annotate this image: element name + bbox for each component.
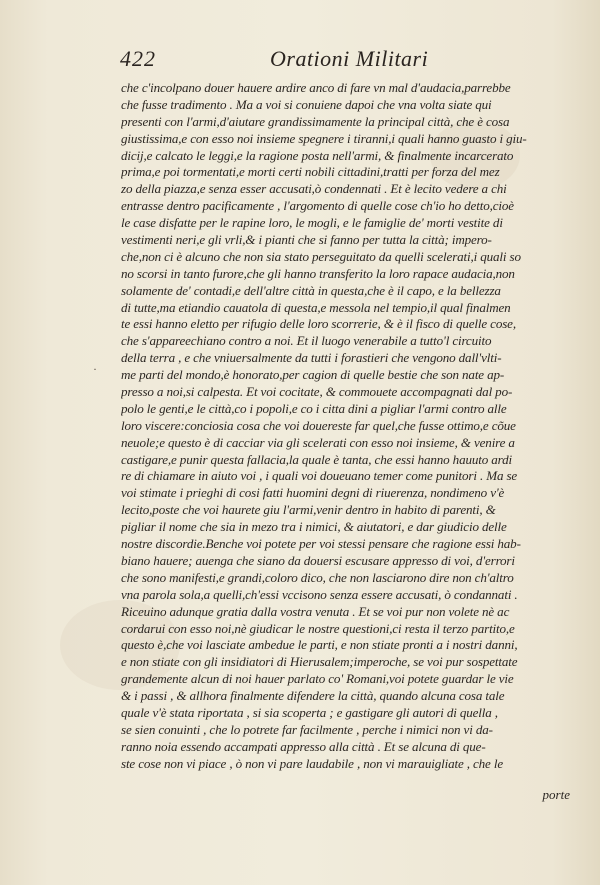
text-line: che fusse tradimento . Ma a voi si conuiene dapoi che vna volta siate qui [121, 96, 492, 112]
text-line: pigliar il nome che sia in mezo tra i nimici, & aiutatori, e dar giudicio delle [121, 519, 507, 535]
text-line: presso a noi,si calpesta. Et voi cocitate, & commouete accompagnati dal po- [121, 384, 513, 400]
text-line: giustissima,e con esso noi insieme spegnere i tiranni,i quali hanno guasto i giu- [121, 130, 527, 146]
text-line: neuole;e questo è di cacciar via gli scelerati con esso noi insieme, & venire a [121, 434, 515, 450]
text-line: entrasse dentro pacificamente , l'argomento di quelle cose ch'io ho detto,cioè [121, 198, 514, 214]
text-line: & i passi , & allhora finalmente difendere la città, quando alcuna cosa tale [121, 688, 505, 704]
text-line: me parti del mondo,è honorato,per cagion di quelle bestie che son nate ap- [121, 367, 505, 383]
text-line: castigare,e punir questa fallacia,la quale è tanta, che essi hanno hauuto ardi [121, 451, 513, 467]
text-line: che s'appareechiano contro a noi. Et il luogo venerabile a tutto'l circuito [121, 333, 492, 349]
text-line: prima,e poi tormentati,e morti certi nobili cittadini,tratti per forza del mez [121, 164, 500, 180]
text-line: ste cose non vi piace , ò non vi pare laudabile , non vi marauigliate , che le [121, 755, 503, 771]
text-line: loro viscere:conciosia cosa che voi douereste far quel,che fusse ottimo,e cõue [121, 417, 516, 433]
text-line: quale v'è stata riportata , si sia scoperta ; e gastigare gli autori di quella , [121, 704, 498, 720]
text-line: se sien conuinti , che lo potrete far facilmente , perche i nimici non vi da- [121, 721, 493, 737]
text-line: che sono manifesti,e grandi,coloro dico, che non lasciarono dire non ch'altro [121, 569, 514, 585]
body-text [121, 80, 573, 773]
text-line: lecito,poste che voi haurete giu l'armi,venir dentro in habito di parenti, & [121, 502, 496, 518]
text-line: questo è,che voi lasciate ambedue le parti, e non stiate pronti a i nostri danni, [121, 637, 518, 653]
text-line: te essi hanno eletto per rifugio delle loro scorrerie, & è il fisco di quelle cose, [121, 316, 516, 332]
text-line: vestimenti neri,e gli vrli,& i pianti che si fanno per tutta la città; impero- [121, 232, 492, 248]
catchword: porte [542, 787, 570, 802]
text-line: grandemente alcun di noi hauer parlato co' Romani,voi potete guardar le vie [121, 671, 514, 687]
margin-mark: · [93, 362, 97, 376]
text-line: biano hauere; auenga che siano da douersi escusare appresso di voi, d'errori [121, 552, 515, 568]
text-line: ranno noia essendo accampati appresso alla città . Et se alcuna di que- [121, 738, 486, 754]
text-line: vna parola sola,a quelli,ch'essi vccisono senza essere accusati, ò condannati . [121, 586, 518, 602]
text-line: Riceuino adunque gratia dalla vostra venuta . Et se voi pur non volete nè ac [121, 603, 510, 619]
text-line: di tutte,ma etiandio cauatola di questa,e messola nel tempio,il qual finalmen [121, 299, 511, 315]
text-line: voi stimate i prieghi di cosi fatti huomini degni di riuerenza, nondimeno v'è [121, 485, 505, 501]
text-line: presenti con l'armi,d'aiutare grandissimamente la principal città, che è cosa [121, 113, 510, 129]
text-line: della terra , e che vniuersalmente da tutti i forastieri che vengono dall'vlti- [121, 350, 502, 366]
text-line: solamente de' contadi,e dell'altre città in questa,che è il capo, e la bellezza [121, 282, 501, 298]
text-line: nostre discordie.Benche voi potete per voi stessi pensare che ragione essi hab- [121, 536, 521, 552]
text-line: cordarui con esso noi,nè giudicar le nostre questioni,ci resta il terzo partito,e [121, 620, 515, 636]
text-line: che,non ci è alcuno che non sia stato perseguitato da quelli scelerati,i quali so [121, 248, 521, 264]
running-title: Orationi Militari [270, 46, 429, 71]
text-line: che c'incolpano douer hauere ardire anco di fare vn mal d'audacia,parrebbe [121, 80, 511, 95]
text-line: zo della piazza,e senza esser accusati,ò condennati . Et è lecito vedere a chi [121, 181, 507, 197]
text-line: le case disfatte per le rapine loro, le mogli, e le famiglie de' morti vestite di [121, 215, 503, 231]
text-line: dicij,e calcato le leggi,e la ragione posta nell'armi, & finalmente incarcerato [121, 147, 514, 163]
text-line: no scorsi in tanto furore,che gli hanno transferito la loro rapace audacia,non [121, 265, 515, 281]
text-line: e non stiate con gli insidiatori di Hierusalem;imperoche, se voi pur sospettate [121, 654, 518, 670]
page-header [120, 46, 550, 76]
page-number: 422 [120, 46, 156, 71]
text-line: re di chiamare in aiuto voi , i quali voi doueuano temer come punitori . Ma se [121, 468, 518, 484]
text-line: polo le genti,e le città,co i popoli,e co i citta dini a pigliar l'armi contro alle [121, 400, 507, 416]
